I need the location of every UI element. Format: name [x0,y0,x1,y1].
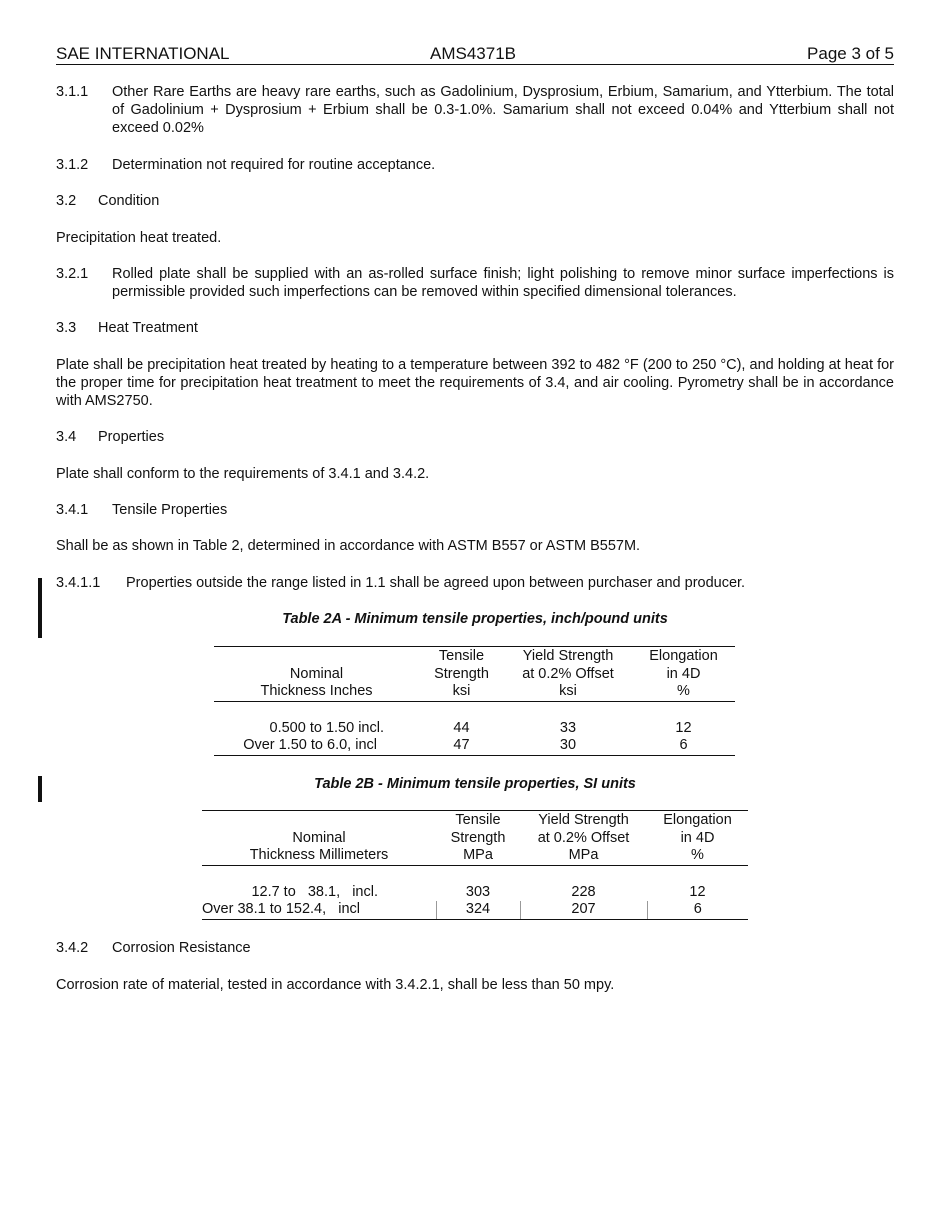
section-3-4-heading [56,428,894,446]
section-3-4-1-1 [56,574,894,592]
header-cell: ksi [504,683,632,701]
section-number: 3.4.1 [56,502,89,518]
section-number: 3.4.1.1 [56,575,101,591]
header-cell: % [647,847,748,865]
page-number: Page 3 of 5 [807,44,894,63]
header-cell: Strength [434,665,489,682]
table-2b [202,810,748,920]
section-text: Properties outside the range listed in 1.1 shall be agreed upon between purchaser and producer. [126,575,746,591]
elongation-cell: 6 [632,737,735,755]
section-3-4-1-heading [56,501,894,519]
tensile-cell: 44 [453,719,470,736]
section-number: 3.1.1 [56,84,89,100]
document-id: AMS4371B [430,44,516,63]
elongation-cell: 12 [689,883,706,900]
tensile-cell: 303 [465,883,491,900]
section-3-1-1 [56,83,894,137]
table-2a-caption: Table 2A - Minimum tensile properties, inch/pound units [282,611,668,627]
tensile-cell: 324 [436,901,520,919]
table-2b-caption: Table 2B - Minimum tensile properties, SI units [314,776,636,792]
section-3-4-body: Plate shall conform to the requirements of 3.4.1 and 3.4.2. [56,466,430,482]
section-3-2-heading [56,192,894,210]
yield-cell: 30 [504,737,632,755]
section-title: Heat Treatment [98,320,198,336]
section-title: Tensile Properties [112,502,228,518]
header-cell: Elongation [647,811,748,830]
header-cell: Tensile [419,647,504,666]
section-number: 3.2.1 [56,266,89,282]
section-text: Rolled plate shall be supplied with an as-rolled surface finish; light polishing to remove minor surface imperfections is permissible provided such imperfections can be removed within specified dimensional tolerances. [112,266,894,300]
header-cell: Yield Strength [504,647,632,666]
section-3-2-body: Precipitation heat treated. [56,230,222,246]
section-3-2-1 [56,265,894,301]
elongation-cell: 6 [647,901,748,919]
section-3-1-2 [56,156,894,174]
header-cell: Nominal [289,665,344,682]
section-number: 3.4.2 [56,940,89,956]
header-cell: MPa [520,847,647,865]
header-cell: in 4D [680,829,715,846]
yield-cell: 33 [559,719,577,736]
section-3-4-1-body: Shall be as shown in Table 2, determined in accordance with ASTM B557 or ASTM B557M. [56,538,641,554]
section-text: Other Rare Earths are heavy rare earths, such as Gadolinium, Dysprosium, Erbium, Samarium, and Ytterbium. The total of Gadolinium + Dysprosium + Erbium shall be 0.3-1.0%. Samarium shall not exceed 0.04% and Ytterbium shall not exceed 0.02% [112,84,894,136]
table-row [202,901,748,919]
header-cell: Thickness Millimeters [202,847,436,865]
section-3-3-heading [56,319,894,337]
tensile-cell: 47 [419,737,504,755]
section-3-4-2-heading [56,939,894,957]
section-3-4-2-body: Corrosion rate of material, tested in accordance with 3.4.2.1, shall be less than 50 mpy. [56,977,615,993]
section-number: 3.3 [56,320,77,336]
table-row [214,737,735,755]
table-2a [214,646,735,756]
header-cell: MPa [436,847,520,865]
header-cell: in 4D [666,665,701,682]
section-number: 3.4 [56,429,77,445]
yield-cell: 228 [571,883,596,900]
header-cell: Tensile [436,811,520,830]
header-cell [214,647,419,666]
thickness-cell: 0.500 to 1.50 incl. [269,719,384,736]
header-cell: Nominal [292,829,346,846]
page-header [56,44,894,65]
header-cell: % [632,683,735,701]
section-number: 3.2 [56,193,77,209]
section-number: 3.1.2 [56,157,89,173]
section-title: Corrosion Resistance [112,940,251,956]
header-cell: Elongation [632,647,735,666]
section-title: Condition [98,193,160,209]
section-3-3-body: Plate shall be precipitation heat treated by heating to a temperature between 392 to 482 °F (200 to 250 °C), and holding at heat for the proper time for precipitation heat treatment to meet the requirements of 3.4, and air cooling. Pyrometry shall be in accordance with AMS2750. [56,357,894,409]
thickness-cell: Over 38.1 to 152.4, incl [202,901,436,919]
header-cell: Yield Strength [520,811,647,830]
header-cell [202,811,436,830]
section-text: Determination not required for routine acceptance. [112,157,436,173]
header-cell: at 0.2% Offset [537,829,630,846]
yield-cell: 207 [520,901,647,919]
revision-change-bar [38,578,42,638]
thickness-cell: 12.7 to 38.1, incl. [251,883,378,900]
thickness-cell: Over 1.50 to 6.0, incl [214,737,419,755]
org-name: SAE INTERNATIONAL [56,44,230,63]
header-cell: Thickness Inches [214,683,419,701]
header-cell: ksi [419,683,504,701]
header-cell: Strength [450,829,506,846]
table-row [202,884,748,902]
table-row [214,720,735,738]
section-title: Properties [98,429,165,445]
elongation-cell: 12 [675,719,692,736]
header-cell: at 0.2% Offset [522,665,614,682]
